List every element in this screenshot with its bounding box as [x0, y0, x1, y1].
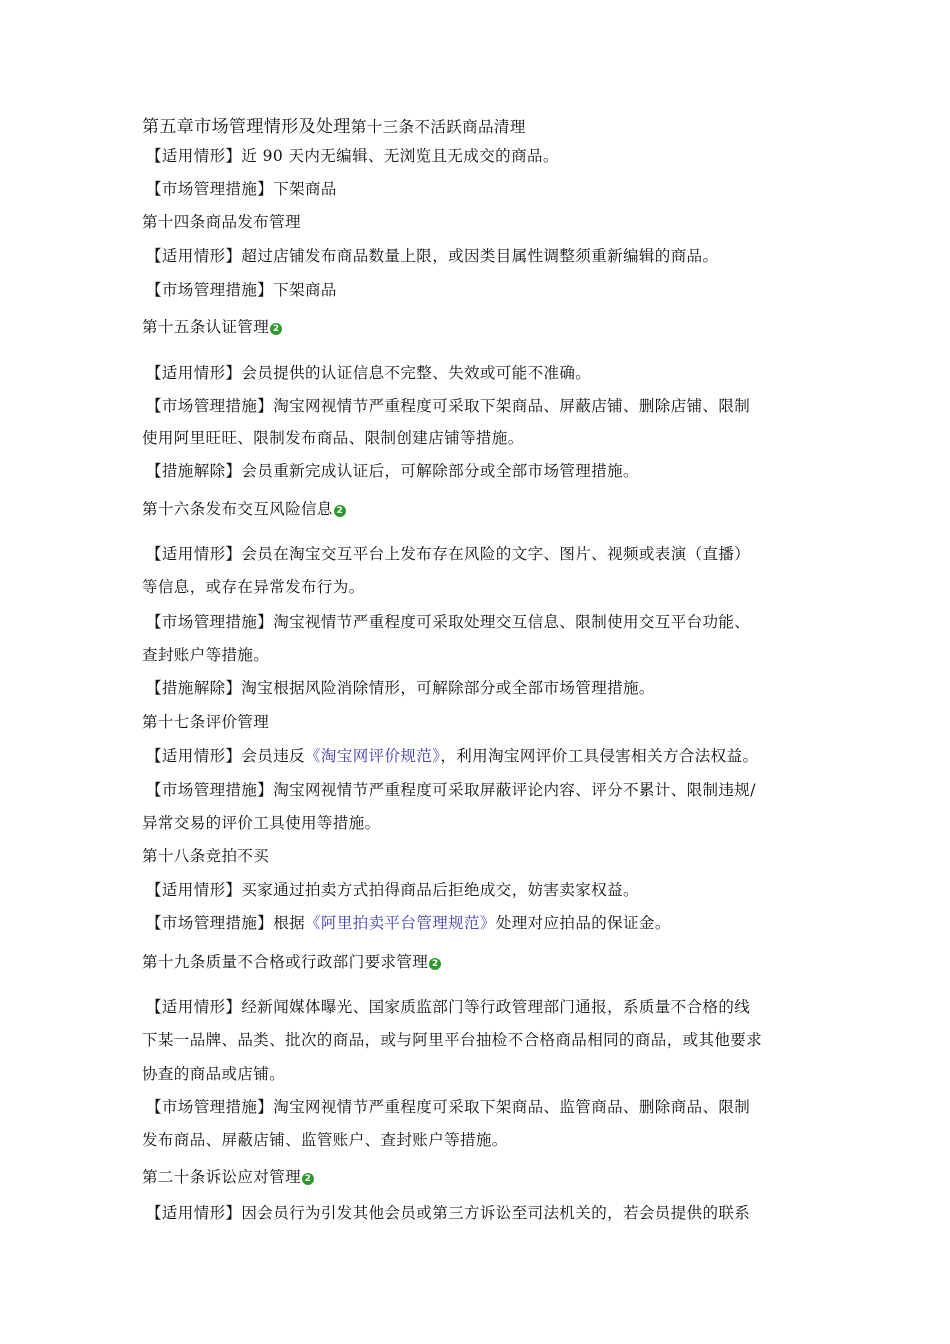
article-18-case: 【适用情形】买家通过拍卖方式拍得商品后拒绝成交，妨害卖家权益。	[146, 881, 639, 899]
article-17-case-text-end: ，利用淘宝网评价工具侵害相关方合法权益。	[440, 747, 759, 765]
chapter-heading	[142, 116, 526, 138]
article-18-title: 第十八条竞拍不买	[142, 847, 270, 865]
article-16-heading	[142, 498, 346, 520]
article-15-release: 【措施解除】会员重新完成认证后，可解除部分或全部市场管理措施。	[146, 462, 639, 480]
article-17-title: 第十七条评价管理	[142, 713, 270, 731]
chapter-title: 第五章市场管理情形及处理	[142, 117, 351, 137]
article-19-title: 第十九条质量不合格或行政部门要求管理	[142, 953, 429, 971]
article-19-case-line1: 【适用情形】经新闻媒体曝光、国家质监部门等行政管理部门通报，系质量不合格的线	[146, 998, 751, 1016]
badge-icon: 2	[334, 505, 346, 517]
article-15-measure-line2: 使用阿里旺旺、限制发布商品、限制创建店铺等措施。	[142, 429, 524, 447]
article-15-heading	[142, 316, 282, 338]
article-15-title: 第十五条认证管理	[142, 318, 270, 336]
article-20-title: 第二十条诉讼应对管理	[142, 1168, 302, 1186]
auction-rules-link[interactable]: 《阿里拍卖平台管理规范》	[305, 914, 496, 932]
article-19-measure-line2: 发布商品、屏蔽店铺、监管账户、查封账户等措施。	[142, 1131, 508, 1149]
article-14-measure: 【市场管理措施】下架商品	[146, 281, 337, 299]
article-17-case-text: 【适用情形】会员违反	[146, 747, 306, 765]
article-18-measure	[146, 912, 671, 934]
article-19-heading	[142, 951, 441, 973]
article-13-measure: 【市场管理措施】下架商品	[146, 180, 337, 198]
article-18-measure-text: 【市场管理措施】根据	[146, 914, 306, 932]
article-16-case-line1: 【适用情形】会员在淘宝交互平台上发布存在风险的文字、图片、视频或表演（直播）	[146, 545, 751, 563]
article-16-measure-line2: 查封账户等措施。	[142, 646, 270, 664]
article-17-measure-line1: 【市场管理措施】淘宝网视情节严重程度可采取屏蔽评论内容、评分不累计、限制违规/	[146, 781, 756, 799]
article-19-case-line3: 协查的商品或店铺。	[142, 1065, 286, 1083]
article-13-title: 第十三条不活跃商品清理	[350, 118, 526, 136]
badge-icon: 2	[302, 1173, 314, 1185]
article-16-release: 【措施解除】淘宝根据风险消除情形，可解除部分或全部市场管理措施。	[146, 679, 655, 697]
article-17-measure-line2: 异常交易的评价工具使用等措施。	[142, 814, 381, 832]
article-20-heading	[142, 1166, 314, 1188]
article-17-case	[146, 745, 758, 767]
article-13-case: 【适用情形】近 90 天内无编辑、无浏览且无成交的商品。	[146, 147, 559, 165]
article-15-case: 【适用情形】会员提供的认证信息不完整、失效或可能不准确。	[146, 364, 592, 382]
evaluation-rules-link[interactable]: 《淘宝网评价规范》	[305, 747, 441, 765]
article-16-measure-line1: 【市场管理措施】淘宝视情节严重程度可采取处理交互信息、限制使用交互平台功能、	[146, 613, 751, 631]
article-19-measure-line1: 【市场管理措施】淘宝网视情节严重程度可采取下架商品、监管商品、删除商品、限制	[146, 1098, 751, 1116]
article-16-title: 第十六条发布交互风险信息	[142, 500, 333, 518]
article-15-measure-line1: 【市场管理措施】淘宝网视情节严重程度可采取下架商品、屏蔽店铺、删除店铺、限制	[146, 397, 751, 415]
article-20-case-line1: 【适用情形】因会员行为引发其他会员或第三方诉讼至司法机关的，若会员提供的联系	[146, 1204, 751, 1222]
badge-icon: 2	[429, 958, 441, 970]
article-14-title: 第十四条商品发布管理	[142, 213, 302, 231]
badge-icon: 2	[270, 323, 282, 335]
article-18-measure-text-end: 处理对应拍品的保证金。	[495, 914, 671, 932]
article-14-case: 【适用情形】超过店铺发布商品数量上限，或因类目属性调整须重新编辑的商品。	[146, 247, 719, 265]
article-16-case-line2: 等信息，或存在异常发布行为。	[142, 578, 365, 596]
article-19-case-line2: 下某一品牌、品类、批次的商品，或与阿里平台抽检不合格商品相同的商品，或其他要求	[142, 1031, 763, 1049]
